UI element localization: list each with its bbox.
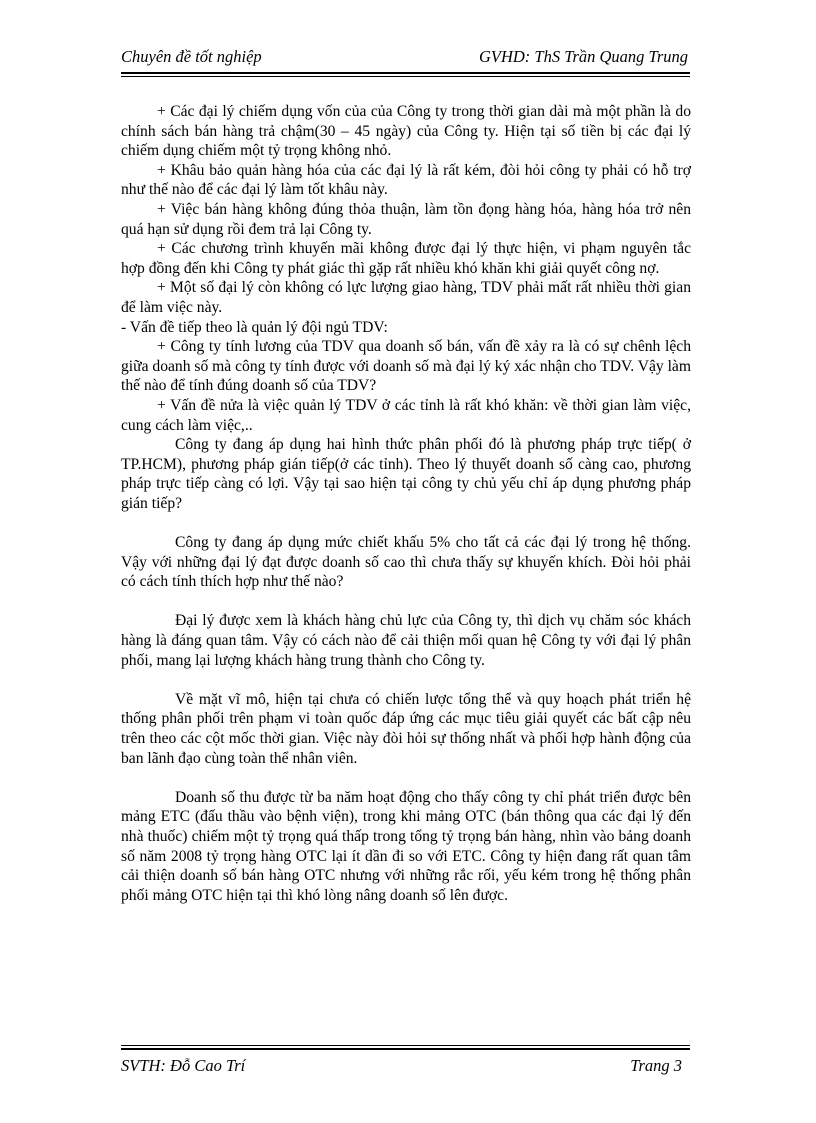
paragraph: + Việc bán hàng không đúng thỏa thuận, làm tồn đọng hàng hóa, hàng hóa trở nên quá hạn sử dụng rồi đem trả lại Công ty. (121, 200, 691, 238)
section-heading: - Vấn đề tiếp theo là quản lý đội ngủ TDV: (121, 318, 388, 336)
spacer (121, 768, 691, 788)
paragraph: + Các đại lý chiếm dụng vốn của của Công ty trong thời gian dài mà một phần là do chính sách bán hàng trả chậm(30 – 45 ngày) của Công ty. Hiện tại số tiền bị các đại lý chiếm dụng chiếm một tỷ trọng không nhỏ. (121, 103, 691, 160)
spacer (121, 592, 691, 612)
page-body (121, 102, 691, 905)
footer-rule-thin (121, 1045, 690, 1046)
paragraph: Công ty đang áp dụng mức chiết khấu 5% cho tất cả các đại lý trong hệ thống. Vậy với những đại lý đạt được doanh số cao thì chưa thấy sự khuyến khích. Đòi hỏi phải có cách tính thích hợp như thế nào? (121, 534, 691, 591)
header-advisor: GVHD: ThS Trần Quang Trung (478, 47, 688, 66)
header-rule-thin (121, 76, 690, 77)
paragraph: Công ty đang áp dụng hai hình thức phân phối đó là phương pháp trực tiếp( ở TP.HCM), phương pháp gián tiếp(ở các tỉnh). Theo lý thuyết doanh số càng cao, phương pháp trực tiếp càng có lợi. Vậy tại sao hiện tại công ty chủ yếu chỉ áp dụng phương pháp gián tiếp? (121, 436, 691, 512)
page-number: Trang 3 (630, 1056, 682, 1075)
spacer (121, 513, 691, 533)
paragraph: + Công ty tính lương của TDV qua doanh số bán, vấn đề xảy ra là có sự chênh lệch giữa doanh số mà công ty tính được với doanh số mà đại lý ký xác nhận cho TDV. Vậy làm thế nào để tính đúng doanh số của TDV? (121, 338, 691, 395)
page-footer (121, 1055, 688, 1079)
page-header (121, 46, 688, 70)
paragraph: + Các chương trình khuyến mãi không được đại lý thực hiện, vi phạm nguyên tắc hợp đồng đến khi Công ty phát giác thì gặp rất nhiều khó khăn khi giải quyết công nợ. (121, 240, 691, 277)
footer-rule-thick (121, 1048, 690, 1050)
paragraph: + Khâu bảo quản hàng hóa của các đại lý là rất kém, đòi hỏi công ty phải có hỗ trợ như thế nào để các đại lý làm tốt khâu này. (121, 161, 691, 199)
header-rule-thick (121, 72, 690, 74)
paragraph: Đại lý được xem là khách hàng chủ lực của Công ty, thì dịch vụ chăm sóc khách hàng là đáng quan tâm. Vậy có cách nào để cải thiện mối quan hệ Công ty với đại lý phân phối, mang lại lượng khách hàng trung thành cho Công ty. (121, 612, 691, 669)
paragraph: Về mặt vĩ mô, hiện tại chưa có chiến lược tổng thể và quy hoạch phát triển hệ thống phân phối trên phạm vi toàn quốc đáp ứng các mục tiêu giải quyết các bất cập nêu trên theo các cột mốc thời gian. Việc này đòi hỏi sự thống nhất và phối hợp hành động của ban lãnh đạo cùng toàn thể nhân viên. (121, 690, 691, 767)
paragraph: Doanh số thu được từ ba năm hoạt động cho thấy công ty chỉ phát triển được bên mảng ETC (đấu thầu vào bệnh viện), trong khi mảng OTC (bán thông qua các đại lý đến nhà thuốc) chiếm một tỷ trọng quá thấp trong tổng tỷ trọng bán hàng, nhìn vào bảng doanh số năm 2008 tỷ trọng hàng OTC lại ít dần đi so với ETC. Công ty hiện đang rất quan tâm cải thiện doanh số bán hàng OTC nhưng với những rắc rối, yếu kém trong hệ thống phân phối mảng OTC hiện tại thì khó lòng nâng doanh số lên được. (121, 788, 691, 904)
spacer (121, 670, 691, 690)
paragraph: + Một số đại lý còn không có lực lượng giao hàng, TDV phải mất rất nhiều thời gian để làm việc này. (121, 279, 691, 316)
header-document-title: Chuyên đề tốt nghiệp (121, 47, 262, 66)
footer-author: SVTH: Đỗ Cao Trí (121, 1056, 246, 1075)
paragraph: + Vấn đề nửa là việc quản lý TDV ở các tỉnh là rất khó khăn: về thời gian làm việc, cung cách làm việc,.. (121, 396, 691, 434)
